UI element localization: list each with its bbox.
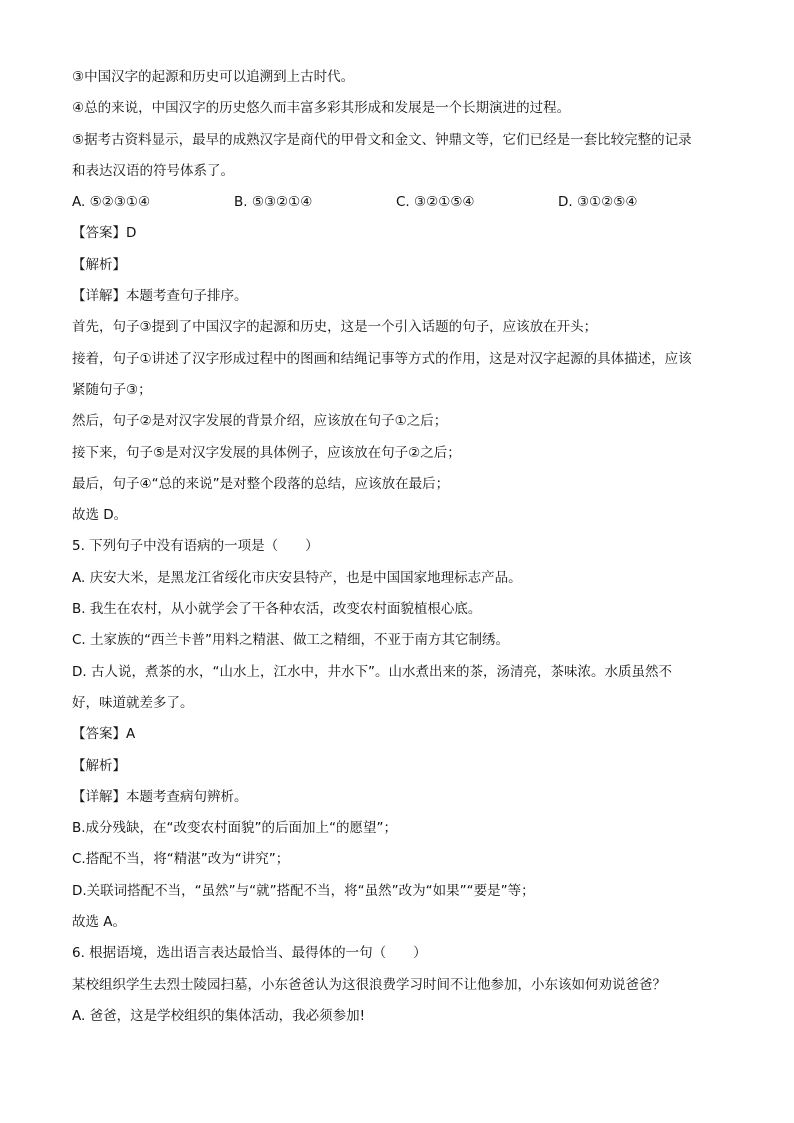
q5-option-a: A. 庆安大米，是黑龙江省绥化市庆安县特产，也是中国国家地理标志产品。 [72, 569, 522, 586]
q5-option-d-line1: D. 古人说，煮茶的水，“山水上，江水中，井水下”。山水煮出来的茶，汤清亮，茶味浓。水质虽然不 [72, 663, 672, 680]
q6-option-a: A. 爸爸，这是学校组织的集体活动，我必须参加! [72, 1007, 365, 1024]
q5-stem: 5. 下列句子中没有语病的一项是（ ） [72, 538, 319, 555]
q5-detail: 【详解】本题考查病句辨析。 [72, 788, 248, 805]
q5-explanation-d: D.关联词搭配不当，“虽然”与“就”搭配不当，将“虽然”改为“如果”“要是”等； [72, 882, 535, 899]
q4-sentence-4: ④总的来说，中国汉字的历史悠久而丰富多彩其形成和发展是一个长期演进的过程。 [72, 100, 571, 117]
q4-option-c: C. ③②①⑤④ [396, 194, 475, 211]
q4-analysis-label: 【解析】 [72, 256, 126, 273]
q4-sentence-5-line2: 和表达汉语的符号体系了。 [72, 162, 234, 179]
q4-detail: 【详解】本题考查句子排序。 [72, 288, 248, 305]
q6-stem: 6. 根据语境，选出语言表达最恰当、最得体的一句（ ） [72, 945, 427, 962]
q4-option-b: B. ⑤③②①④ [234, 194, 313, 211]
q5-explanation-c: C.搭配不当，将“精湛”改为“讲究”； [72, 851, 290, 868]
q5-option-c: C. 土家族的“西兰卡普”用料之精湛、做工之精细，不亚于南方其它制绣。 [72, 632, 509, 649]
q4-option-d: D. ③①②⑤④ [558, 194, 638, 211]
q4-explanation-4: 接下来，句子⑤是对汉字发展的具体例子，应该放在句子②之后； [72, 444, 461, 461]
q6-context: 某校组织学生去烈士陵园扫墓，小东爸爸认为这很浪费学习时间不让他参加，小东该如何劝说爸爸？ [72, 976, 666, 993]
q4-sentence-3: ③中国汉字的起源和历史可以追溯到上古时代。 [72, 69, 355, 85]
q4-answer: 【答案】D [72, 225, 137, 242]
q4-option-a: A. ⑤②③①④ [72, 194, 151, 211]
q4-explanation-3: 然后，句子②是对汉字发展的背景介绍，应该放在句子①之后； [72, 413, 448, 430]
q4-options [72, 187, 734, 218]
q4-explanation-1: 首先，句子③提到了中国汉字的起源和历史，这是一个引入话题的句子，应该放在开头； [72, 319, 598, 336]
q4-explanation-2-line1: 接着，句子①讲述了汉字形成过程中的图画和结绳记事等方式的作用，这是对汉字起源的具体描述，应该 [72, 350, 692, 367]
q5-explanation-b: B.成分残缺，在“改变农村面貌”的后面加上“的愿望”； [72, 820, 398, 837]
q5-answer: 【答案】A [72, 726, 136, 743]
q4-sentence-5-line1: ⑤据考古资料显示，最早的成熟汉字是商代的甲骨文和金文、钟鼎文等，它们已经是一套比较完整的记录 [72, 131, 692, 148]
q4-conclusion: 故选 D。 [72, 507, 128, 524]
q4-explanation-2-line2: 紧随句子③； [72, 381, 152, 398]
q5-analysis-label: 【解析】 [72, 757, 126, 774]
q4-explanation-5: 最后，句子④“总的来说”是对整个段落的总结，应该放在最后； [72, 475, 450, 492]
q5-conclusion: 故选 A。 [72, 914, 127, 931]
q5-option-d-line2: 好，味道就差多了。 [72, 694, 194, 711]
q5-option-b: B. 我生在农村，从小就学会了干各种农活，改变农村面貌植根心底。 [72, 601, 482, 618]
